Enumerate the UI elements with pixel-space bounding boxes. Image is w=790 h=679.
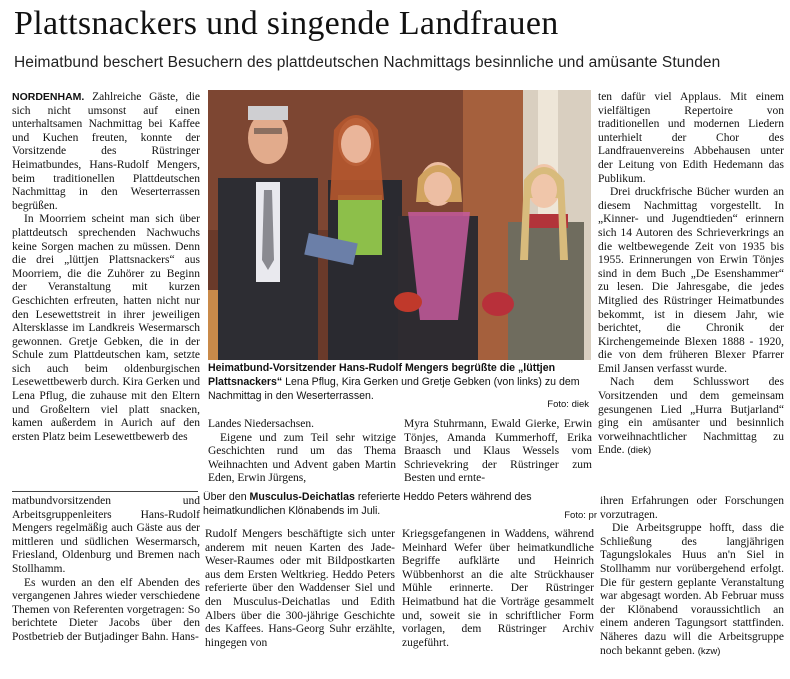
middle-left-paragraph-2: Eigene und zum Teil sehr witzige Geschichten rund um das Thema Weihnachten und Advent gaben Martin Eden, Erwin Jürgens, bbox=[208, 431, 396, 485]
article-divider bbox=[12, 491, 198, 492]
second-caption-post: referierte Heddo Peters während des heimatkundlichen Klönabends im Juli. bbox=[203, 491, 532, 517]
article-2-column-3-text: Kriegsgefangenen in Waddens, während Meinhard Wefer über heimatkundliche Begriffe aufklärte und Heinrich Wübbenhorst an die alte Strückhauser Mühle erinnerte. Der Rüstringer Heimatbund hat die Vorträge gesammelt und, soweit sie in schriftlicher Form vorlagen, dem Rüstringer Archiv zugeführt. bbox=[402, 528, 594, 649]
photo-credit: Foto: diek bbox=[547, 399, 589, 411]
column-4-text bbox=[598, 91, 784, 496]
article-2-signature: (kzw) bbox=[697, 645, 721, 657]
article-2-column-4 bbox=[600, 495, 784, 678]
article-2-column-4-paragraph-1: ihren Erfahrungen oder Forschungen vorzutragen. bbox=[600, 495, 784, 521]
column-4-paragraph-3: Nach dem Schlusswort des Vorsitzenden und dem gemeinsam gesungenen Lied „Hurra Butjarland“ ging ein amüsanter und besinnlich vorweihnachtlicher Nachmittag zu Ende. bbox=[598, 376, 784, 457]
photo-caption-bold: Heimatbund-Vorsitzender Hans-Rudolf Mengers begrüßte die „lüttjen Plattsnackers“ bbox=[208, 362, 556, 388]
photo-caption-text: Lena Pflug, Kira Gerken und Gretje Gebken (von links) zu dem Nachmittag in den Weserterrassen. bbox=[208, 375, 580, 402]
article-2-column-2-text: Rudolf Mengers beschäftigte sich unter anderem mit neuen Karten des Jade-Weser-Raumes oder mit Bildpostkarten aus dem Ersten Weltkrieg. Heddo Peters referierte über den Waddenser Siel und den Musculus-Deichatlas und Edith Albers über die 300-jährige Geschichte des Kaffees. Hans-Georg Suhr erzählte, hingegen von bbox=[205, 528, 395, 649]
column-1-text bbox=[12, 91, 200, 496]
column-4-paragraph-2: Drei druckfrische Bücher wurden an diesem Nachmittag vorgestellt. In „Kinner- und Jugendtieden“ erinnern sich 14 Autoren des Schrieverkrings an die weltbewegende Zeit von 1935 bis 1955. Erinnerungen von Erwin Tönjes sind in dem Buch „De Esenshammer“ zu lesen. Die Jahresgabe, die jedes Mitglied des Rüstringer Heimatbundes bekommt, ist in diesem Jahr, wie berichtet, die Chronik der Kirchengemeinde Blexen 1888 - 1920, die von dem früheren Blexer Pfarrer Emil Jansen verfasst wurde. bbox=[598, 186, 784, 375]
photo-caption bbox=[208, 362, 591, 414]
second-photo-caption bbox=[203, 491, 599, 525]
column-1-paragraph-1: Zahlreiche Gäste, die sich nicht umsonst auf einen unterhaltsamen Nachmittag bei Kaffee und Kuchen freuten, konnte der Vorsitzende des Rüstringer Heimatbundes, Hans-Rudolf Mengers, beim traditionellen Plattdeutschen Nachmittag in den Weserterrassen begrüßen. bbox=[12, 91, 200, 212]
lower-left-text bbox=[12, 495, 200, 677]
lower-left-paragraph-1: matbundvorsitzenden und Arbeitsgruppenleiters Hans-Rudolf Mengers regelmäßig auch Gäste aus der mittleren und südlichen Wesermarsch, Friesland, Oldenburg und Bremen nach Stollhamm. bbox=[12, 495, 200, 575]
middle-right-paragraph: Myra Stuhrmann, Ewald Gierke, Erwin Tönjes, Amanda Kummerhoff, Erika Braasch und Klaus Wessels vom Schrievekring der Rüstringer zum Besten und ernte- bbox=[404, 418, 592, 485]
second-caption-bold: Musculus-Deichatlas bbox=[249, 491, 355, 503]
second-caption-pre: Über den bbox=[203, 491, 250, 503]
article-2-column-2 bbox=[205, 528, 395, 678]
article-2-column-3 bbox=[402, 528, 594, 678]
subheadline: Heimatbund beschert Besuchern des plattdeutschen Nachmittags besinnliche und amüsante Stunden bbox=[14, 54, 721, 71]
photo-illustration bbox=[208, 90, 591, 360]
lower-left-paragraph-2: Es wurden an den elf Abenden des vergangenen Jahres wieder verschiedene Themen von Referenten vorgetragen: So berichtete Dieter Jacobs über den Postbetrieb der Butjadinger Bahn. Hans- bbox=[12, 576, 200, 643]
article-photo bbox=[208, 90, 591, 360]
article-2-column-4-paragraph-2: Die Arbeitsgruppe hofft, dass die Schließung des langjährigen Tagungslokales Huus an'n Siel in Stollhamm nur vorübergehend erfolgt. Die für gestern geplante Veranstaltung war abgesagt worden. Ab Februar muss der Klönabend voraussichtlich an einem anderen Tagungsort stattfinden. Näheres dazu will die Arbeitsgruppe noch bekannt geben. bbox=[600, 522, 784, 657]
dateline: NORDENHAM. bbox=[12, 91, 85, 103]
column-4-signature: (diek) bbox=[627, 445, 652, 457]
middle-right-text bbox=[404, 418, 592, 488]
column-1-paragraph-2: In Moorriem scheint man sich über plattdeutsch sprechenden Nachwuchs keine Sorgen machen zu müssen. Denn die drei „lüttjen Plattsnackers“ aus Moorriem, die die Zuhörer zu Beginn der Veranstaltung mit kurzen Geschichten erfreuten, hatten nicht nur den Lesewettstreit in ihrer jeweiligen Altersklasse im Landkreis Wesermarsch gewonnen. Gretje Gebken, die in der Schule zum Plattdeutschen kam, setzte sich auch beim oldenburgischen Lesewettbewerb durch. Kira Gerken und Lena Pflug, die zuhause mit den Eltern und Großeltern viel platt snacken, kamen außerdem in Aurich auf den ersten Platz beim Lesewettbewerb des bbox=[12, 213, 200, 443]
headline: Plattsnackers und singende Landfrauen bbox=[14, 5, 559, 42]
column-4-paragraph-1: ten dafür viel Applaus. Mit einem vielfältigen Repertoire von traditionellen und modernen Liedern unterhielt der Chor des Landfrauenvereins Abbehausen unter der Leitung von Edith Hedemann das Publikum. bbox=[598, 91, 784, 185]
middle-left-paragraph-1: Landes Niedersachsen. bbox=[208, 418, 315, 430]
second-photo-credit: Foto: pr bbox=[564, 510, 597, 522]
middle-left-text bbox=[208, 418, 396, 488]
